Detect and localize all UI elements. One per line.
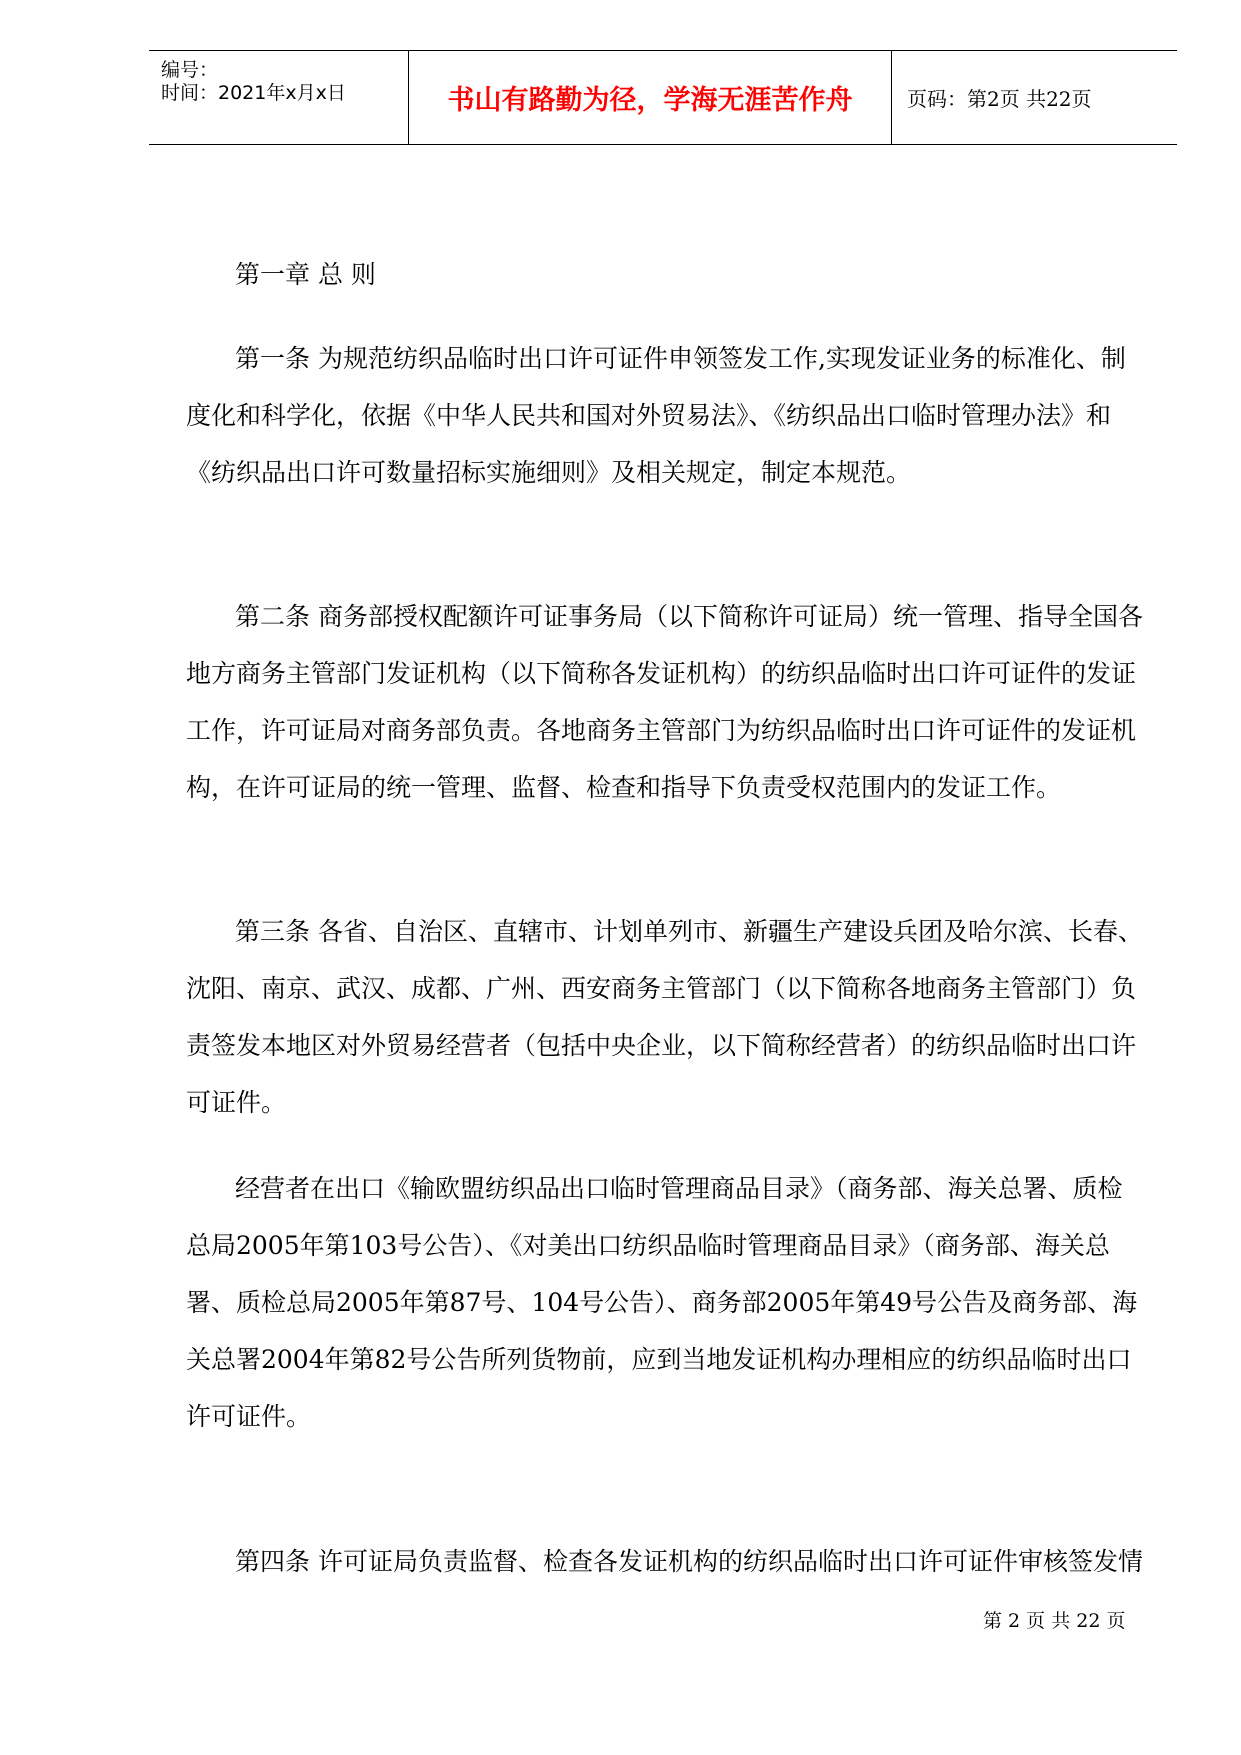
header-motto: 书山有路勤为径，学海无涯苦作舟: [409, 51, 892, 144]
page-header: [149, 50, 1177, 145]
page-footer: 第 2 页 共 22 页: [983, 1610, 1126, 1632]
chapter-title: 第一章 总 则: [235, 260, 376, 289]
time-label: 时间：2021年x月x日: [161, 82, 346, 104]
paragraph-article-2: 第二条 商务部授权配额许可证事务局（以下简称许可证局）统一管理、指导全国各地方商务主管部门发证机构（以下简称各发证机构）的纺织品临时出口许可证件的发证工作，许可证局对商务部负责。各地商务主管部门为纺织品临时出口许可证件的发证机构，在许可证局的统一管理、监督、检查和指导下负责受权范围内的发证工作。: [186, 602, 1143, 802]
paragraph-article-3: 第三条 各省、自治区、直辖市、计划单列市、新疆生产建设兵团及哈尔滨、长春、沈阳、南京、武汉、成都、广州、西安商务主管部门（以下简称各地商务主管部门）负责签发本地区对外贸易经营者（包括中央企业，以下简称经营者）的纺织品临时出口许可证件。: [186, 917, 1143, 1117]
paragraph-operators: 经营者在出口《输欧盟纺织品出口临时管理商品目录》（商务部、海关总署、质检总局2005年第103号公告）、《对美出口纺织品临时管理商品目录》（商务部、海关总署、质检总局2005年第87号、104号公告）、商务部2005年第49号公告及商务部、海关总署2004年第82号公告所列货物前，应到当地发证机构办理相应的纺织品临时出口许可证件。: [186, 1174, 1138, 1431]
paragraph-article-4: 第四条 许可证局负责监督、检查各发证机构的纺织品临时出口许可证件审核签发情: [235, 1547, 1143, 1576]
header-page-number: 页码：第2页 共22页: [907, 87, 1092, 111]
paragraph-article-1: 第一条 为规范纺织品临时出口许可证件申领签发工作,实现发证业务的标准化、制度化和科学化，依据《中华人民共和国对外贸易法》、《纺织品出口临时管理办法》和《纺织品出口许可数量招标实施细则》及相关规定，制定本规范。: [186, 344, 1126, 487]
header-meta: [149, 51, 409, 144]
code-label: 编号：: [161, 59, 219, 81]
